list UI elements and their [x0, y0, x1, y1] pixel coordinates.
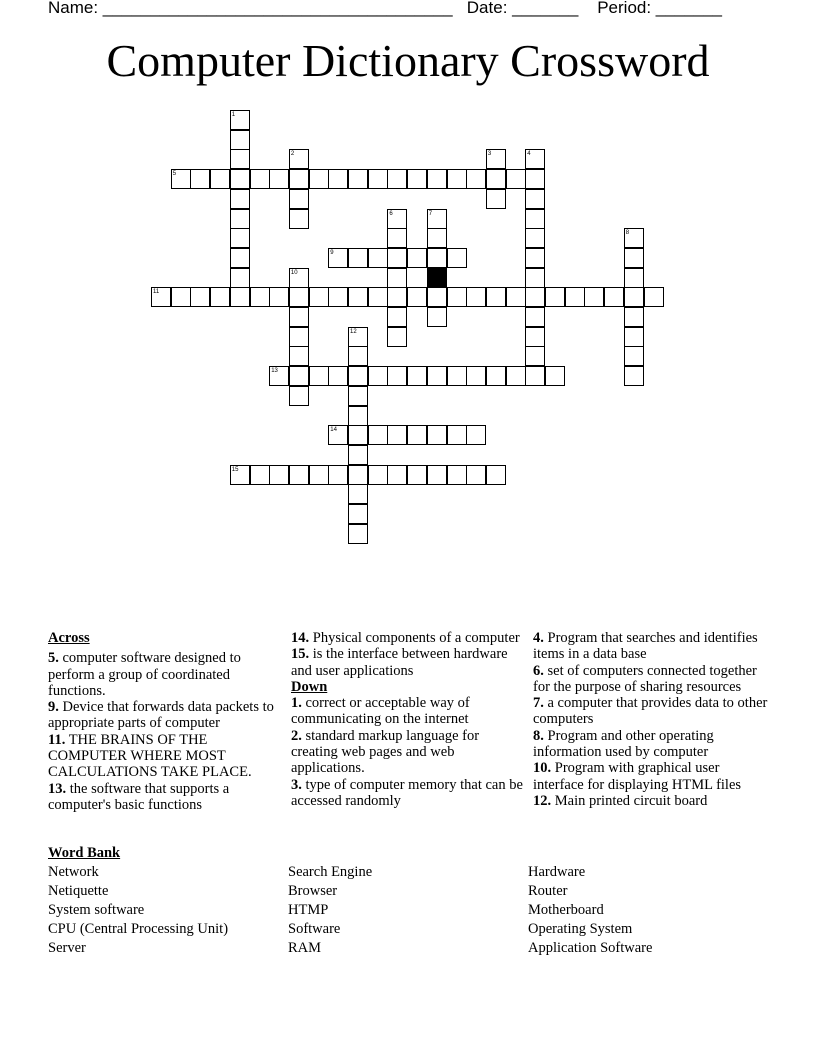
crossword-cell[interactable] — [230, 209, 250, 229]
clue-number: 1 — [231, 112, 236, 118]
crossword-cell[interactable] — [624, 327, 644, 347]
down-clue-2: 2. standard markup language for creating web pages and web applications. — [291, 727, 480, 777]
crossword-cell[interactable] — [348, 504, 368, 524]
crossword-cell[interactable] — [289, 366, 309, 386]
crossword-cell[interactable] — [624, 307, 644, 327]
crossword-cell[interactable] — [289, 209, 309, 229]
crossword-cell[interactable] — [289, 386, 309, 406]
crossword-cell[interactable] — [348, 465, 368, 485]
word-bank-item: System software — [48, 902, 145, 918]
word-bank-item: CPU (Central Processing Unit) — [48, 921, 229, 937]
word-bank-heading: Word Bank — [48, 845, 121, 861]
clue-number: 6 — [389, 210, 393, 217]
crossword-cell[interactable] — [387, 228, 407, 248]
crossword-cell[interactable] — [624, 287, 644, 307]
crossword-cell[interactable] — [328, 425, 348, 445]
crossword-cell[interactable] — [348, 484, 368, 504]
word-bank-item: RAM — [288, 940, 322, 956]
across-clue-15: 15. is the interface between hardware and user applications — [291, 646, 508, 679]
clue-number: 12 — [350, 328, 357, 335]
across-clue-14: 14. Physical components of a computer — [291, 630, 520, 646]
crossword-cell[interactable] — [269, 169, 289, 189]
crossword-cell[interactable] — [624, 268, 644, 288]
crossword-cell[interactable] — [309, 287, 329, 307]
word-bank-column-2 — [288, 863, 372, 958]
crossword-cell[interactable] — [466, 366, 486, 386]
crossword-cell[interactable] — [427, 307, 447, 327]
crossword-cell[interactable] — [289, 149, 309, 169]
crossword-cell[interactable] — [348, 386, 368, 406]
clue-number: 11 — [153, 289, 160, 296]
across-clue-11: 11. THE BRAINS OF THE COMPUTER WHERE MOST CALCULATIONS TAKE PLACE. — [48, 731, 252, 781]
page-title: Computer Dictionary Crossword — [106, 35, 710, 86]
crossword-cell[interactable] — [230, 287, 250, 307]
crossword-cell[interactable] — [309, 465, 329, 485]
crossword-cell[interactable] — [584, 287, 604, 307]
crossword-cell[interactable] — [525, 169, 545, 189]
crossword-cell[interactable] — [525, 248, 545, 268]
crossword-cell[interactable] — [289, 189, 309, 209]
across-clue-5: 5. computer software designed to perform a group of coordinated functions. — [48, 650, 241, 699]
word-bank-item: Browser — [288, 883, 338, 899]
crossword-cell[interactable] — [387, 287, 407, 307]
crossword-cell[interactable] — [368, 465, 388, 485]
name-date-period-line[interactable]: Name: _____________________________________ Date: _______ Period: _______ — [48, 0, 722, 17]
crossword-cell[interactable] — [368, 169, 388, 189]
crossword-cell[interactable] — [427, 228, 447, 248]
clue-number: 15 — [231, 466, 239, 473]
word-bank-column-3 — [528, 863, 652, 958]
down-clue-4: 4. Program that searches and identifies items in a data base — [533, 630, 758, 663]
clues-column-2 — [291, 630, 527, 809]
crossword-cell[interactable] — [289, 268, 309, 288]
clue-number: 2 — [290, 151, 295, 158]
crossword-black-cell — [427, 268, 447, 288]
down-clue-8: 8. Program and other operating information used by computer — [533, 727, 714, 761]
crossword-cell[interactable] — [289, 327, 309, 347]
crossword-cell[interactable] — [230, 268, 250, 288]
crossword-cell[interactable] — [348, 524, 368, 544]
crossword-cell[interactable] — [525, 149, 545, 169]
crossword-cell[interactable] — [289, 307, 309, 327]
down-heading: Down — [291, 678, 328, 695]
crossword-cell[interactable] — [387, 268, 407, 288]
crossword-cell[interactable] — [545, 366, 565, 386]
crossword-cell[interactable] — [447, 287, 467, 307]
crossword-cell[interactable] — [447, 465, 467, 485]
crossword-cell[interactable] — [624, 248, 644, 268]
crossword-cell[interactable] — [486, 366, 506, 386]
crossword-cell[interactable] — [387, 169, 407, 189]
crossword-cell[interactable] — [407, 465, 427, 485]
word-bank-column-1 — [48, 863, 228, 958]
crossword-cell[interactable] — [525, 307, 545, 327]
crossword-cell[interactable] — [486, 189, 506, 209]
crossword-cell[interactable] — [486, 287, 506, 307]
crossword-cell[interactable] — [525, 268, 545, 288]
crossword-cell[interactable] — [348, 327, 368, 347]
clue-number: 7 — [428, 210, 433, 217]
crossword-cell[interactable] — [525, 346, 545, 366]
clue-number: 10 — [290, 269, 298, 276]
crossword-cell[interactable] — [368, 425, 388, 445]
crossword-cell[interactable] — [427, 287, 447, 307]
crossword-cell[interactable] — [171, 287, 191, 307]
crossword-cell[interactable] — [545, 287, 565, 307]
crossword-cell[interactable] — [486, 169, 506, 189]
crossword-cell[interactable] — [348, 406, 368, 426]
crossword-cell[interactable] — [230, 248, 250, 268]
clue-number: 9 — [330, 249, 334, 256]
crossword-cell[interactable] — [525, 327, 545, 347]
word-bank-item: Software — [288, 921, 341, 937]
crossword-cell[interactable] — [427, 248, 447, 268]
crossword-cell[interactable] — [210, 169, 230, 189]
crossword-cell[interactable] — [250, 287, 270, 307]
crossword-cell[interactable] — [328, 465, 348, 485]
crossword-cell[interactable] — [210, 287, 230, 307]
crossword-cell[interactable] — [368, 248, 388, 268]
crossword-cell[interactable] — [486, 149, 506, 169]
crossword-cell[interactable] — [309, 366, 329, 386]
word-bank-item: Router — [528, 883, 568, 899]
word-bank-item: HTMP — [288, 902, 329, 918]
crossword-cell[interactable] — [506, 287, 526, 307]
crossword-cell[interactable] — [447, 169, 467, 189]
crossword-cell[interactable] — [407, 287, 427, 307]
crossword-cell[interactable] — [250, 169, 270, 189]
crossword-cell[interactable] — [348, 425, 368, 445]
crossword-cell[interactable] — [427, 366, 447, 386]
crossword-cell[interactable] — [190, 169, 210, 189]
crossword-cell[interactable] — [328, 169, 348, 189]
crossword-cell[interactable] — [348, 445, 368, 465]
crossword-cell[interactable] — [289, 346, 309, 366]
crossword-cell[interactable] — [230, 130, 250, 150]
crossword-cell[interactable] — [624, 228, 644, 248]
crossword-cell[interactable] — [604, 287, 624, 307]
word-bank-item: Operating System — [528, 921, 633, 937]
word-bank-item: Search Engine — [288, 864, 373, 880]
crossword-cell[interactable] — [368, 287, 388, 307]
down-clue-3: 3. type of computer memory that can be accessed randomly — [291, 776, 523, 809]
clue-number: 13 — [271, 368, 278, 375]
crossword-cell[interactable] — [427, 465, 447, 485]
clues-column-3 — [533, 630, 769, 809]
clue-number: 8 — [625, 230, 630, 237]
crossword-cell[interactable] — [466, 465, 486, 485]
crossword-cell[interactable] — [506, 169, 526, 189]
crossword-cell[interactable] — [387, 327, 407, 347]
crossword-cell[interactable] — [525, 189, 545, 209]
crossword-cell[interactable] — [328, 248, 348, 268]
clues-column-1 — [48, 630, 284, 813]
crossword-cell[interactable] — [466, 169, 486, 189]
crossword-cell[interactable] — [387, 366, 407, 386]
word-bank-item: Motherboard — [528, 902, 604, 918]
crossword-cell[interactable] — [368, 366, 388, 386]
crossword-cell[interactable] — [289, 169, 309, 189]
crossword-cell[interactable] — [289, 287, 309, 307]
crossword-cell[interactable] — [624, 366, 644, 386]
crossword-cell[interactable] — [407, 169, 427, 189]
crossword-cell[interactable] — [348, 366, 368, 386]
crossword-cell[interactable] — [486, 465, 506, 485]
down-clue-1: 1. correct or acceptable way of communicating on the internet — [291, 695, 470, 728]
crossword-cell[interactable] — [230, 228, 250, 248]
clue-number: 14 — [330, 427, 337, 434]
crossword-cell[interactable] — [190, 287, 210, 307]
crossword-cell[interactable] — [387, 425, 407, 445]
clue-number: 3 — [487, 151, 492, 158]
crossword-cell[interactable] — [348, 346, 368, 366]
crossword-cell[interactable] — [348, 248, 368, 268]
crossword-cell[interactable] — [407, 366, 427, 386]
crossword-cell[interactable] — [525, 366, 545, 386]
crossword-cell[interactable] — [447, 248, 467, 268]
down-clue-7: 7. a computer that provides data to other computers — [533, 695, 768, 728]
crossword-cell[interactable] — [525, 209, 545, 229]
down-clue-12: 12. Main printed circuit board — [533, 792, 708, 809]
crossword-cell[interactable] — [348, 169, 368, 189]
crossword-cell[interactable] — [506, 366, 526, 386]
clue-number: 4 — [527, 151, 531, 158]
crossword-cell[interactable] — [447, 366, 467, 386]
crossword-cell[interactable] — [171, 169, 191, 189]
across-heading: Across — [48, 630, 90, 646]
down-clue-6: 6. set of computers connected together for the purpose of sharing resources — [533, 662, 757, 695]
word-bank-item: Hardware — [528, 864, 586, 880]
clue-number: 5 — [172, 171, 177, 178]
crossword-cell[interactable] — [466, 287, 486, 307]
crossword-cell[interactable] — [269, 287, 289, 307]
crossword-cell[interactable] — [269, 465, 289, 485]
word-bank-item: Network — [48, 864, 99, 880]
crossword-cell[interactable] — [525, 228, 545, 248]
crossword-cell[interactable] — [387, 465, 407, 485]
crossword-cell[interactable] — [387, 209, 407, 229]
across-clue-13: 13. the software that supports a computer's basic functions — [48, 780, 230, 813]
crossword-cell[interactable] — [289, 465, 309, 485]
crossword-cell[interactable] — [230, 110, 250, 130]
crossword-cell[interactable] — [447, 425, 467, 445]
crossword-cell[interactable] — [328, 287, 348, 307]
crossword-cell[interactable] — [328, 366, 348, 386]
crossword-cell[interactable] — [309, 169, 329, 189]
crossword-cell[interactable] — [565, 287, 585, 307]
down-clue-10: 10. Program with graphical user interface for displaying HTML files — [533, 760, 742, 793]
crossword-cell[interactable] — [387, 307, 407, 327]
crossword-cell[interactable] — [407, 248, 427, 268]
crossword-cell[interactable] — [250, 465, 270, 485]
crossword-cell[interactable] — [427, 169, 447, 189]
crossword-cell[interactable] — [624, 346, 644, 366]
crossword-cell[interactable] — [230, 189, 250, 209]
crossword-cell[interactable] — [348, 287, 368, 307]
crossword-cell[interactable] — [230, 465, 250, 485]
crossword-cell[interactable] — [525, 287, 545, 307]
crossword-cell[interactable] — [644, 287, 664, 307]
crossword-cell[interactable] — [387, 248, 407, 268]
word-bank-item: Application Software — [528, 940, 653, 956]
crossword-cell[interactable] — [466, 425, 486, 445]
crossword-cell[interactable] — [230, 169, 250, 189]
crossword-cell[interactable] — [230, 149, 250, 169]
across-clue-9: 9. Device that forwards data packets to appropriate parts of computer — [48, 699, 274, 732]
crossword-cell[interactable] — [151, 287, 171, 307]
crossword-cell[interactable] — [427, 425, 447, 445]
word-bank-item: Server — [48, 940, 86, 956]
crossword-cell[interactable] — [269, 366, 289, 386]
crossword-cell[interactable] — [407, 425, 427, 445]
crossword-cell[interactable] — [427, 209, 447, 229]
word-bank-item: Netiquette — [48, 883, 109, 899]
